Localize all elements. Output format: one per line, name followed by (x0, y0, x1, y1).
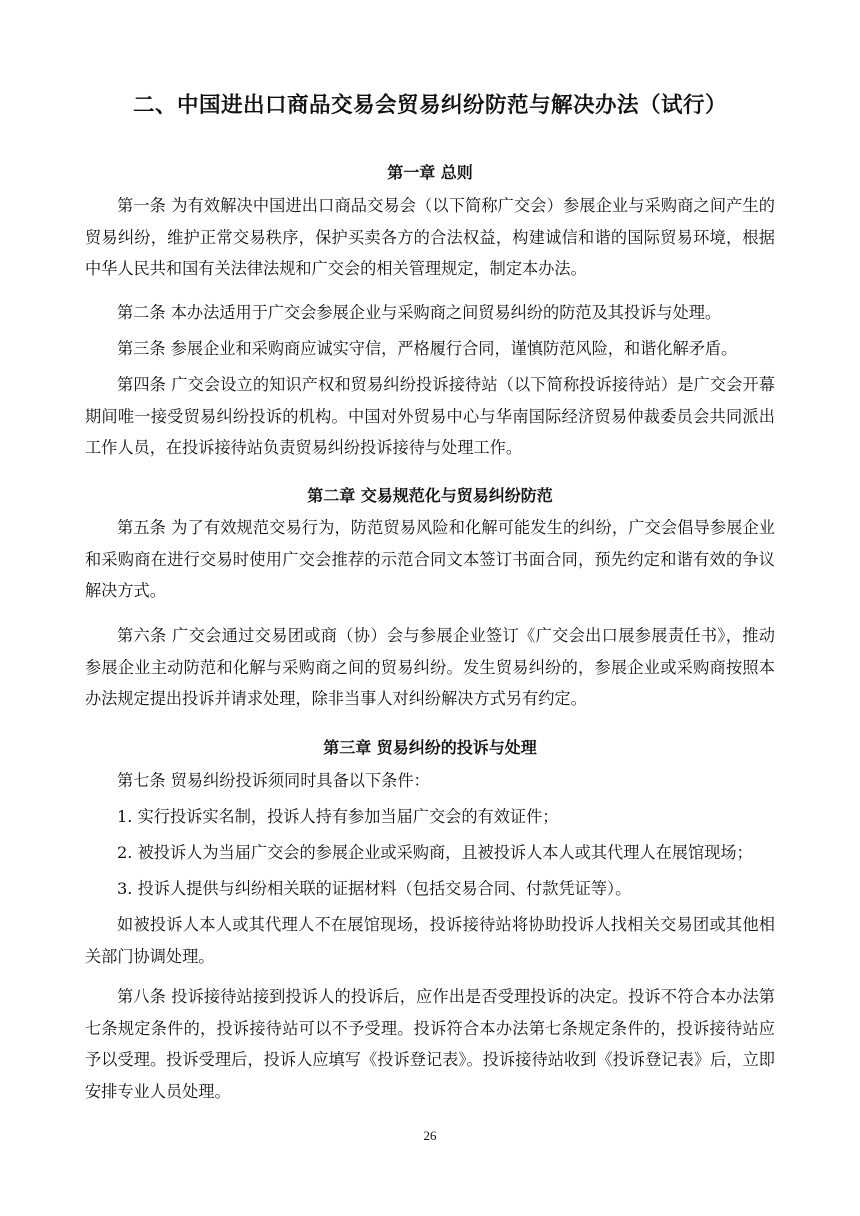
article-7: 第七条 贸易纠纷投诉须同时具备以下条件： (117, 771, 430, 790)
article-4: 第四条 广交会设立的知识产权和贸易纠纷投诉接待站（以下简称投诉接待站）是广交会开幕期间唯一接受贸易纠纷投诉的机构。中国对外贸易中心与华南国际经济贸易仲裁委员会共同派出工作人员，在投诉接待站负责贸易纠纷投诉接待与处理工作。 (85, 375, 775, 457)
article-7-note: 如被投诉人本人或其代理人不在展馆现场，投诉接待站将协助投诉人找相关交易团或其他相关部门协调处理。 (85, 915, 775, 966)
article-6: 第六条 广交会通过交易团或商（协）会与参展企业签订《广交会出口展参展责任书》，推动参展企业主动防范和化解与采购商之间的贸易纠纷。发生贸易纠纷的，参展企业或采购商按照本办法规定提出投诉并请求处理，除非当事人对纠纷解决方式另有约定。 (85, 626, 775, 708)
document-title: 二、中国进出口商品交易会贸易纠纷防范与解决办法（试行） (132, 93, 727, 118)
chapter-heading-1: 第一章 总则 (387, 163, 473, 182)
list-item: 1. 实行投诉实名制，投诉人持有参加当届广交会的有效证件； (117, 807, 559, 826)
chapter-heading-2: 第二章 交易规范化与贸易纠纷防范 (307, 486, 553, 505)
article-5: 第五条 为了有效规范交易行为，防范贸易风险和化解可能发生的纠纷，广交会倡导参展企业和采购商在进行交易时使用广交会推荐的示范合同文本签订书面合同，预先约定和谐有效的争议解决方式。 (85, 518, 775, 600)
article-2: 第二条 本办法适用于广交会参展企业与采购商之间贸易纠纷的防范及其投诉与处理。 (117, 303, 722, 322)
list-item: 2. 被投诉人为当届广交会的参展企业或采购商，且被投诉人本人或其代理人在展馆现场； (117, 843, 753, 862)
chapter-heading-3: 第三章 贸易纠纷的投诉与处理 (323, 738, 537, 757)
article-3: 第三条 参展企业和采购商应诚实守信，严格履行合同，谨慎防范风险，和谐化解矛盾。 (117, 339, 738, 358)
article-1: 第一条 为有效解决中国进出口商品交易会（以下简称广交会）参展企业与采购商之间产生的贸易纠纷，维护正常交易秩序，保护买卖各方的合法权益，构建诚信和谐的国际贸易环境，根据中华人民共和国有关法律法规和广交会的相关管理规定，制定本办法。 (85, 196, 775, 278)
article-8: 第八条 投诉接待站接到投诉人的投诉后，应作出是否受理投诉的决定。投诉不符合本办法第七条规定条件的，投诉接待站可以不予受理。投诉符合本办法第七条规定条件的，投诉接待站应予以受理。投诉受理后，投诉人应填写《投诉登记表》。投诉接待站收到《投诉登记表》后，立即安排专业人员处理。 (85, 987, 775, 1101)
list-item: 3. 投诉人提供与纠纷相关联的证据材料（包括交易合同、付款凭证等）。 (117, 879, 632, 898)
page-number: 26 (423, 1128, 437, 1143)
